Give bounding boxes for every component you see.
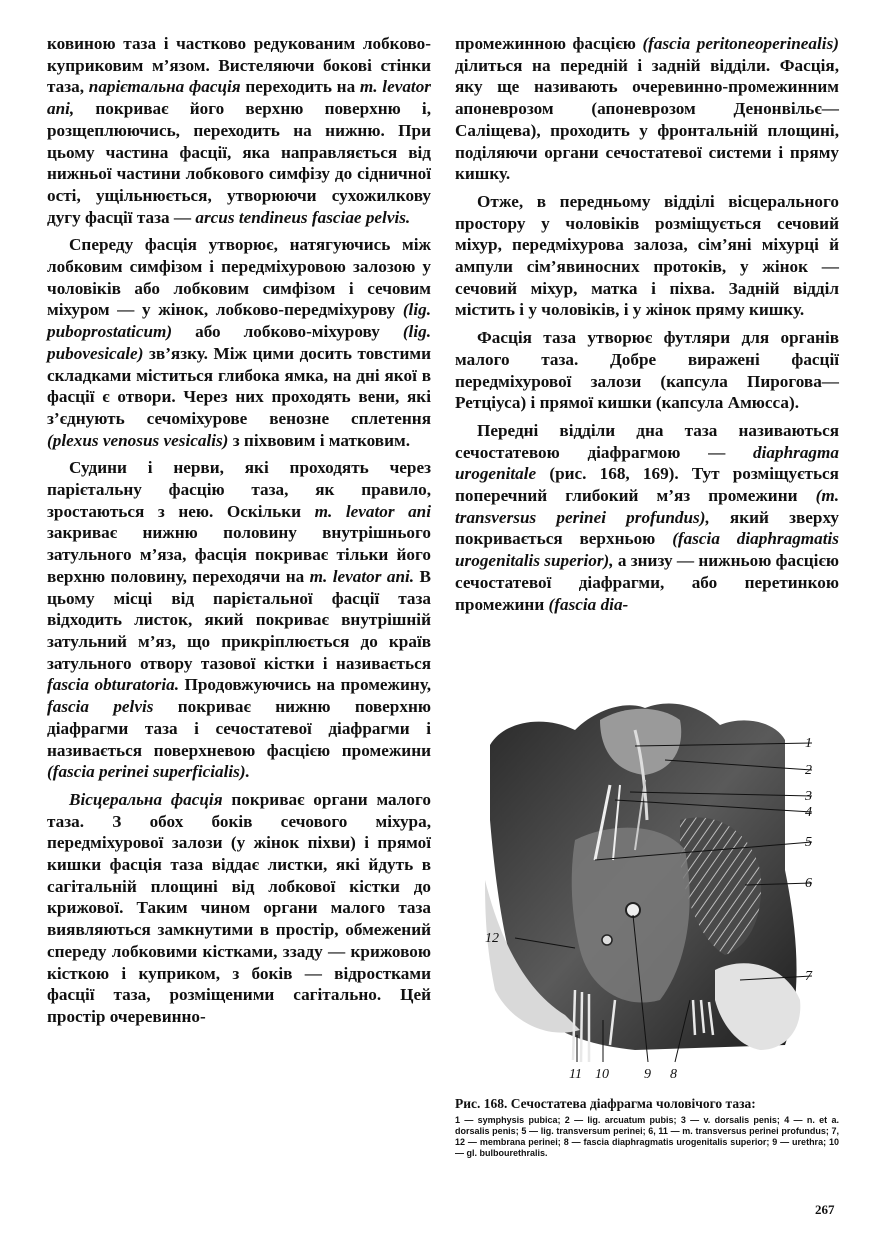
caption-title: Рис. 168. Сечостатева діафрагма чоловічого таза: bbox=[455, 1096, 756, 1111]
label-6: 6 bbox=[805, 876, 812, 891]
paragraph: промежинною фасцією (fascia peritoneoperinealis) ділиться на передній і задній відділи. Фасція, яку ще називають очеревинно-промежинним апоневрозом (апоневрозом Денонвільє—Саліщева), проходить у фронтальній площині, поділяючи органи сечостатевої системи і пряму кишку. bbox=[455, 34, 839, 184]
label-2: 2 bbox=[805, 763, 812, 778]
paragraph: Вісцеральна фасція покриває органи малого таза. З обох боків сечового міхура, передміхурової залози (у жінок піхви) і прямої кишки фасція таза віддає листки, які йдуть в сагітальній площині від лобкової кістки до крижової. Таким чином органи малого таза виявляються замкнутими в простір, обмежений спереду лобковими кістками, ззаду — крижовою кісткою і куприком, з боків — відростками фасції таза, розміщеними сагітально. Цей простір очеревинно- bbox=[47, 789, 431, 1026]
paragraph: Спереду фасція утворює, натягуючись між лобковим симфізом і передміхуровою залозою у чоловіків або лобковим симфізом і сечовим міхуром — у жінок, лобково-передміхурову (lig. puboprostaticum) або лобково-міхурову (lig. pubovesicale) зв’язку. Між цими досить товстими складками міститься глибока ямка, на дні якої в фасції є отвори. Через них проходять вени, які з’єднують сечоміхурове венозне сплетення (plexus venosus vesicalis) з піхвовим і матковим. bbox=[47, 235, 431, 450]
caption-legend: 1 — symphysis pubica; 2 — lig. arcuatum pubis; 3 — v. dorsalis penis; 4 — n. et a. dorsalis penis; 5 — lig. transversum perinei; 6, 11 — m. transversus perinei profundus; 7, 12 — membrana perinei; 8 — fascia diaphragmatis urogenitalis superior; 9 — urethra; 10 — gl. bulbourethralis. bbox=[455, 1115, 839, 1158]
label-10: 10 bbox=[595, 1067, 609, 1082]
paragraph: Передні відділи дна таза називаються сечостатевою діафрагмою — diaphragma urogenitale (рис. 168, 169). Тут розміщується поперечний глибокий м’яз промежини (m. transversus perinei profundus), який зверху покривається верхньою (fascia diaphragmatis urogenitalis superior), а знизу — нижньою фасцією сечостатевої діафрагми, або перетинкою промежини (fascia dia- bbox=[455, 420, 840, 614]
label-1: 1 bbox=[805, 736, 812, 751]
label-7: 7 bbox=[805, 969, 812, 984]
anatomical-figure bbox=[485, 700, 810, 1085]
label-11: 11 bbox=[569, 1067, 582, 1082]
label-12: 12 bbox=[485, 931, 499, 946]
paragraph: Отже, в передньому відділі вісцерального простору у чоловіків розміщується сечовий міхур, передміхурова залоза, сім’яні міхурці й ампули сім’явиносних протоків, у жінок — сечовий міхур, матка і піхва. Задній відділ містить і у чоловіків, і у жінок пряму кишку. bbox=[455, 191, 839, 320]
label-8: 8 bbox=[670, 1067, 677, 1082]
paragraph: ковиною таза і частково редукованим лобково-куприковим м’язом. Вистеляючи бокові стінки таза, парієтальна фасція переходить на m. levator ani, покриває його верхню поверхню і, розщеплюючись, переходить на нижню. При цьому частина фасції, яка направляється від нижньої частини лобкового симфізу до сідничної ості, ущільнюється, утворюючи сухожилкову дугу фасції таза — arcus tendineus fasciae pelvis. bbox=[47, 34, 431, 227]
figure-caption bbox=[455, 1096, 839, 1159]
paragraph: Судини і нерви, які проходять через парієтальну фасцію таза, як правило, зростаються з нею. Оскільки m. levator ani закриває нижню половину внутрішнього затульного м’яза, фасція покриває тільки його верхню половину, переходячи на m. levator ani. В цьому місці від парієтальної фасції таза відходить листок, який покриває внутрішній затульний м’яз, що прикріплюється до країв затульного отвору тазової кістки і називається fascia obturatoria. Продовжуючись на промежину, fascia pelvis покриває нижню поверхню діафрагми таза і сечостатевої діафрагми і називається поверхневою фасцією промежини (fascia perinei superficialis). bbox=[47, 458, 431, 782]
left-column bbox=[47, 33, 431, 1028]
urethra bbox=[626, 903, 640, 917]
urogenital-diaphragm-illustration bbox=[485, 700, 810, 1085]
label-4: 4 bbox=[805, 805, 812, 820]
paragraph: Фасція таза утворює футляри для органів малого таза. Добре виражені фасції передміхурової залози (капсула Пирогова—Ретціуса) і прямої кишки (капсула Амюсса). bbox=[455, 328, 839, 413]
label-3: 3 bbox=[805, 789, 812, 804]
page-number: 267 bbox=[815, 1202, 835, 1217]
right-column bbox=[455, 33, 839, 615]
label-5: 5 bbox=[805, 835, 812, 850]
label-9: 9 bbox=[644, 1067, 651, 1082]
